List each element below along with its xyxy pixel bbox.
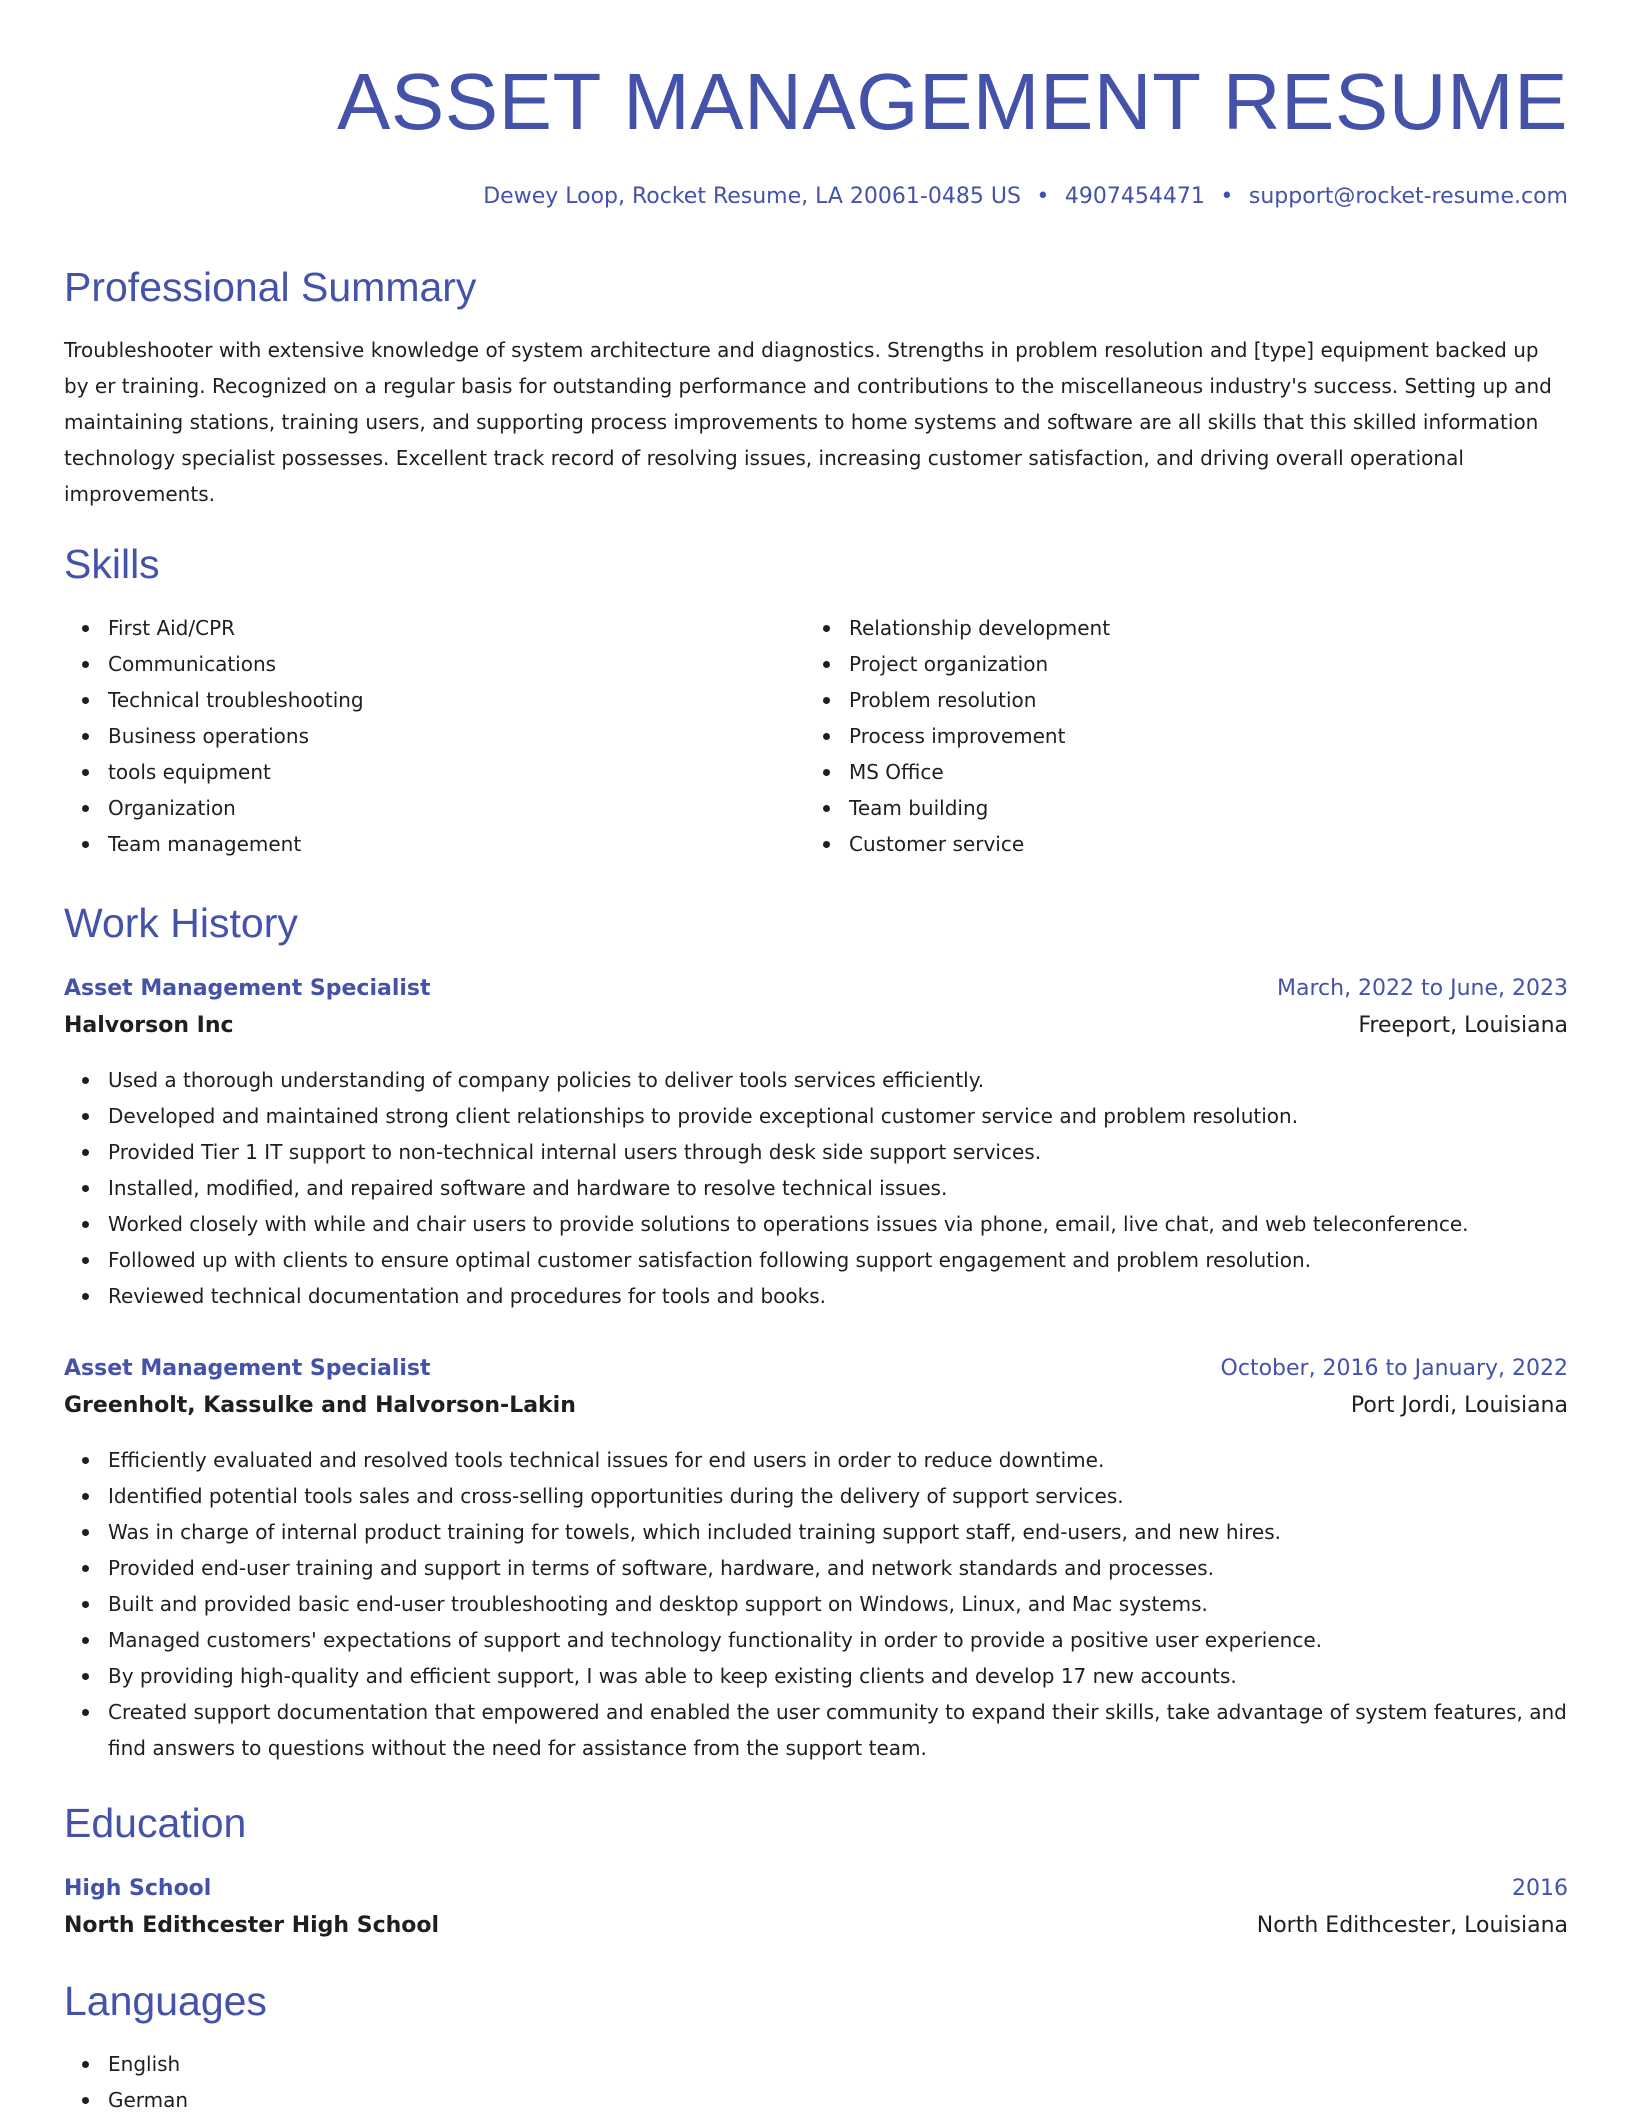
skill-item: Communications (64, 646, 764, 682)
education-school-row (64, 1907, 1568, 1943)
job-bullet: Identified potential tools sales and cross-selling opportunities during the delivery of support services. (64, 1478, 1568, 1514)
contact-separator: • (1036, 184, 1050, 209)
education-heading: Education (64, 1800, 247, 1846)
job-bullet: Managed customers' expectations of support and technology functionality in order to provide a positive user experience. (64, 1622, 1568, 1658)
contact-address: Dewey Loop, Rocket Resume, LA 20061-0485 US (483, 184, 1021, 209)
education-header (64, 1870, 1568, 1906)
languages-heading: Languages (64, 1978, 267, 2024)
job-bullet: Efficiently evaluated and resolved tools technical issues for end users in order to reduce downtime. (64, 1442, 1568, 1478)
job-employer: Halvorson Inc (64, 1012, 234, 1038)
skill-item: First Aid/CPR (64, 610, 764, 646)
skill-item: Customer service (805, 826, 1505, 862)
job-location: Freeport, Louisiana (1358, 1012, 1568, 1038)
job-bullet: Developed and maintained strong client relationships to provide exceptional customer service and problem resolution. (64, 1098, 1568, 1134)
skill-item: Business operations (64, 718, 764, 754)
job-bullet: Used a thorough understanding of company policies to deliver tools services efficiently. (64, 1062, 1568, 1098)
skills-heading: Skills (64, 541, 160, 587)
skill-item: Relationship development (805, 610, 1505, 646)
skill-item: MS Office (805, 754, 1505, 790)
job-bullet: Created support documentation that empowered and enabled the user community to expand their skills, take advantage of system features, and find answers to questions without the need for assistance from the support team. (64, 1694, 1568, 1766)
summary-text: Troubleshooter with extensive knowledge of system architecture and diagnostics. Strengths in problem resolution and [type] equipment backed up by er training. Recognized on a regular basis for outstanding performance and contributions to the miscellaneous industry's success. Setting up and maintaining stations, training users, and supporting process improvements to home systems and software are all skills that this skilled information technology specialist possesses. Excellent track record of resolving issues, increasing customer satisfaction, and driving overall operational improvements. (64, 338, 1552, 506)
job-bullet: Worked closely with while and chair users to provide solutions to operations issues via phone, email, live chat, and web teleconference. (64, 1206, 1568, 1242)
job-employer-row (64, 1007, 1568, 1043)
job-bullet: Reviewed technical documentation and procedures for tools and books. (64, 1278, 1568, 1314)
job-header (64, 1350, 1568, 1386)
skill-item: Organization (64, 790, 764, 826)
education-school: North Edithcester High School (64, 1912, 440, 1938)
skill-item: Team management (64, 826, 764, 862)
job-bullet: Built and provided basic end-user troubleshooting and desktop support on Windows, Linux, and Mac systems. (64, 1586, 1568, 1622)
job-dates: March, 2022 to June, 2023 (1277, 975, 1568, 1001)
job-employer-row (64, 1387, 1568, 1423)
job-bullet: Provided Tier 1 IT support to non-technical internal users through desk side support services. (64, 1134, 1568, 1170)
job-bullet: Was in charge of internal product training for towels, which included training support staff, end-users, and new hires. (64, 1514, 1568, 1550)
job-bullet: By providing high-quality and efficient support, I was able to keep existing clients and develop 17 new accounts. (64, 1658, 1568, 1694)
job-header (64, 970, 1568, 1006)
skill-item: Project organization (805, 646, 1505, 682)
job-location: Port Jordi, Louisiana (1350, 1392, 1568, 1418)
skill-item: Problem resolution (805, 682, 1505, 718)
job-title: Asset Management Specialist (64, 975, 431, 1001)
summary-heading: Professional Summary (64, 264, 477, 310)
work-history-heading: Work History (64, 900, 298, 946)
job-title: Asset Management Specialist (64, 1355, 431, 1381)
job-bullet: Installed, modified, and repaired software and hardware to resolve technical issues. (64, 1170, 1568, 1206)
job-bullets (64, 1442, 1568, 1766)
job-bullet: Followed up with clients to ensure optimal customer satisfaction following support engagement and problem resolution. (64, 1242, 1568, 1278)
resume-title: ASSET MANAGEMENT RESUME (337, 57, 1568, 146)
contact-email[interactable]: support@rocket-resume.com (1248, 184, 1568, 209)
contact-separator: • (1220, 184, 1234, 209)
contact-line (483, 181, 1568, 213)
education-year: 2016 (1512, 1875, 1568, 1901)
education-degree: High School (64, 1875, 212, 1901)
job-bullets (64, 1062, 1568, 1314)
skill-item: Technical troubleshooting (64, 682, 764, 718)
skill-item: tools equipment (64, 754, 764, 790)
skill-item: Process improvement (805, 718, 1505, 754)
contact-phone: 4907454471 (1064, 184, 1205, 209)
languages-list (64, 2046, 764, 2112)
job-employer: Greenholt, Kassulke and Halvorson-Lakin (64, 1392, 576, 1418)
skill-item: Team building (805, 790, 1505, 826)
education-location: North Edithcester, Louisiana (1256, 1912, 1568, 1938)
language-item: English (64, 2046, 764, 2082)
skills-list-left (64, 610, 764, 862)
skills-list-right (805, 610, 1505, 862)
language-item: German (64, 2082, 764, 2112)
job-bullet: Provided end-user training and support in terms of software, hardware, and network standards and processes. (64, 1550, 1568, 1586)
job-dates: October, 2016 to January, 2022 (1220, 1355, 1568, 1381)
